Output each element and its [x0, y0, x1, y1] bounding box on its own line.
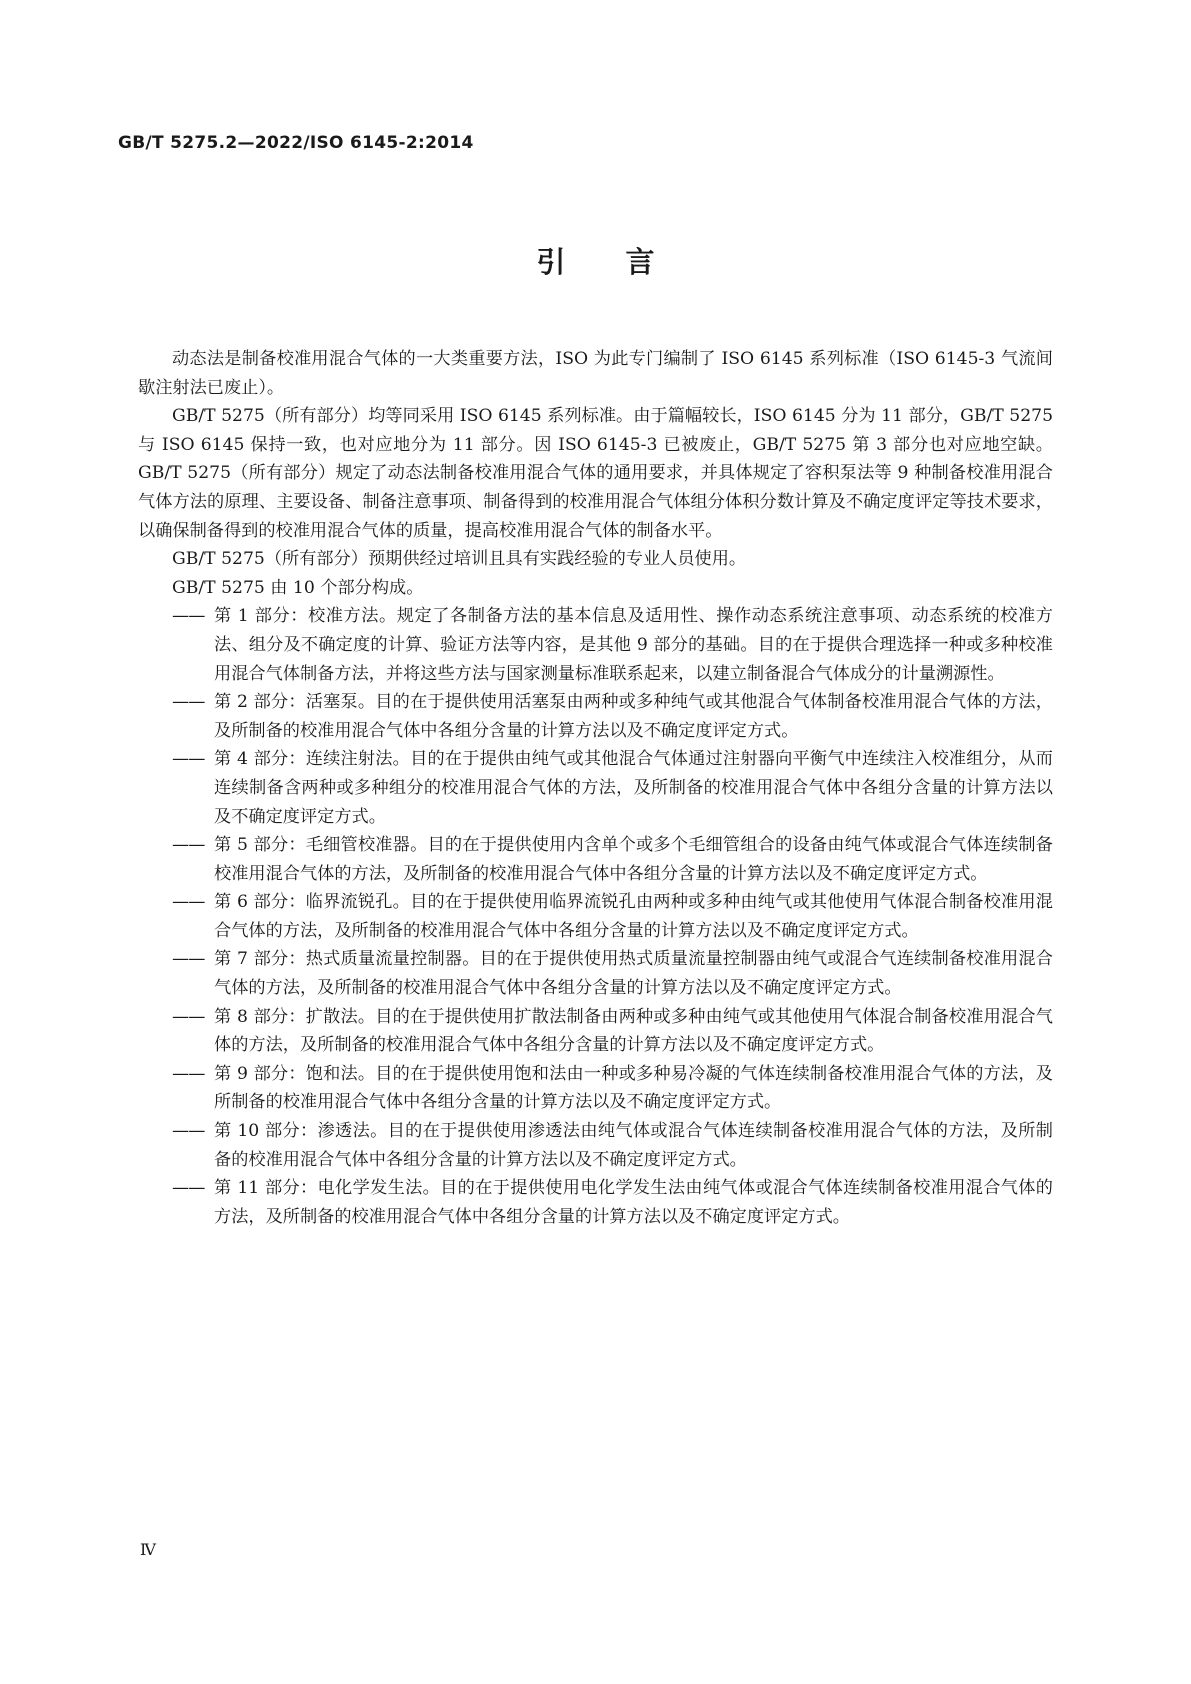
title-char-2: 言 — [625, 245, 655, 279]
list-item-text: 第 8 部分：扩散法。目的在于提供使用扩散法制备由两种或多种由纯气或其他使用气体混合制备校准用混合气体的方法，及所制备的校准用混合气体中各组分含量的计算方法以及不确定度评定方式。 — [214, 1006, 1053, 1056]
list-dash: —— — [172, 692, 205, 713]
list-dash: —— — [172, 835, 205, 856]
list-item-text: 第 7 部分：热式质量流量控制器。目的在于提供使用热式质量流量控制器由纯气或混合气连续制备校准用混合气体的方法，及所制备的校准用混合气体中各组分含量的计算方法以及不确定度评定方式。 — [214, 949, 1053, 999]
list-item-text: 第 9 部分：饱和法。目的在于提供使用饱和法由一种或多种易冷凝的气体连续制备校准用混合气体的方法，及所制备的校准用混合气体中各组分含量的计算方法以及不确定度评定方式。 — [214, 1063, 1053, 1113]
list-item-part-6 — [138, 888, 1053, 945]
list-item-text: 第 11 部分：电化学发生法。目的在于提供使用电化学发生法由纯气体或混合气体连续制备校准用混合气体的方法，及所制备的校准用混合气体中各组分含量的计算方法以及不确定度评定方式。 — [214, 1178, 1053, 1227]
list-item-part-9 — [138, 1060, 1053, 1117]
list-item-part-1 — [138, 602, 1053, 688]
list-dash: —— — [172, 1178, 205, 1199]
page-title — [0, 240, 1191, 281]
list-item-part-2 — [138, 688, 1053, 745]
list-dash: —— — [172, 1121, 205, 1142]
list-item-text: 第 5 部分：毛细管校准器。目的在于提供使用内含单个或多个毛细管组合的设备由纯气体或混合气体连续制备校准用混合气体的方法，及所制备的校准用混合气体中各组分含量的计算方法以及不确定度评定方式。 — [214, 835, 1053, 884]
paragraph-4: GB/T 5275 由 10 个部分构成。 — [172, 577, 424, 598]
list-item-part-7 — [138, 945, 1053, 1002]
paragraph-2: GB/T 5275（所有部分）均等同采用 ISO 6145 系列标准。由于篇幅较长，ISO 6145 分为 11 部分，GB/T 5275 与 ISO 6145 保持一致，也对应地分为 11 部分。因 ISO 6145-3 已被废止，GB/T 5275 第 3 部分也对应地空缺。GB/T 5275（所有部分）规定了动态法制备校准用混合气体的通用要求，并具体规定了容积泵法等 9 种制备校准用混合气体方法的原理、主要设备、制备注意事项、制备得到的校准用混合气体组分体积分数计算及不确定度评定等技术要求，以确保制备得到的校准用混合气体的质量，提高校准用混合气体的制备水平。 — [138, 406, 1053, 541]
paragraph-1: 动态法是制备校准用混合气体的一大类重要方法，ISO 为此专门编制了 ISO 6145 系列标准（ISO 6145-3 气流间歇注射法已废止）。 — [138, 349, 1053, 398]
parts-list — [138, 602, 1053, 1231]
paragraph-3: GB/T 5275（所有部分）预期供经过培训且具有实践经验的专业人员使用。 — [172, 549, 747, 570]
list-item-text: 第 10 部分：渗透法。目的在于提供使用渗透法由纯气体或混合气体连续制备校准用混合气体的方法，及所制备的校准用混合气体中各组分含量的计算方法以及不确定度评定方式。 — [214, 1121, 1053, 1170]
title-char-1: 引 — [536, 245, 566, 279]
list-dash: —— — [172, 1063, 205, 1084]
list-item-part-4 — [138, 745, 1053, 831]
introduction-body — [138, 345, 1053, 1231]
list-item-part-8 — [138, 1003, 1053, 1060]
standard-number: GB/T 5275.2—2022/ISO 6145-2:2014 — [118, 133, 474, 153]
list-item-text: 第 1 部分：校准方法。规定了各制备方法的基本信息及适用性、操作动态系统注意事项、动态系统的校准方法、组分及不确定度的计算、验证方法等内容，是其他 9 部分的基础。目的在于提供合理选择一种或多种校准用混合气体制备方法，并将这些方法与国家测量标准联系起来，以建立制备混合气体成分的计量溯源性。 — [214, 606, 1053, 684]
list-item-text: 第 2 部分：活塞泵。目的在于提供使用活塞泵由两种或多种纯气或其他混合气体制备校准用混合气体的方法，及所制备的校准用混合气体中各组分含量的计算方法以及不确定度评定方式。 — [214, 692, 1053, 741]
list-dash: —— — [172, 1006, 205, 1027]
list-item-part-10 — [138, 1117, 1053, 1174]
list-item-part-5 — [138, 831, 1053, 888]
page-number: Ⅳ — [140, 1540, 156, 1559]
list-item-part-11 — [138, 1174, 1053, 1231]
list-dash: —— — [172, 749, 205, 770]
list-dash: —— — [172, 892, 205, 913]
list-item-text: 第 6 部分：临界流锐孔。目的在于提供使用临界流锐孔由两种或多种由纯气或其他使用气体混合制备校准用混合气体的方法，及所制备的校准用混合气体中各组分含量的计算方法以及不确定度评定方式。 — [214, 892, 1053, 941]
list-item-text: 第 4 部分：连续注射法。目的在于提供由纯气或其他混合气体通过注射器向平衡气中连续注入校准组分，从而连续制备含两种或多种组分的校准用混合气体的方法，及所制备的校准用混合气体中各组分含量的计算方法以及不确定度评定方式。 — [214, 749, 1053, 827]
list-dash: —— — [172, 949, 205, 970]
list-dash: —— — [172, 606, 205, 627]
